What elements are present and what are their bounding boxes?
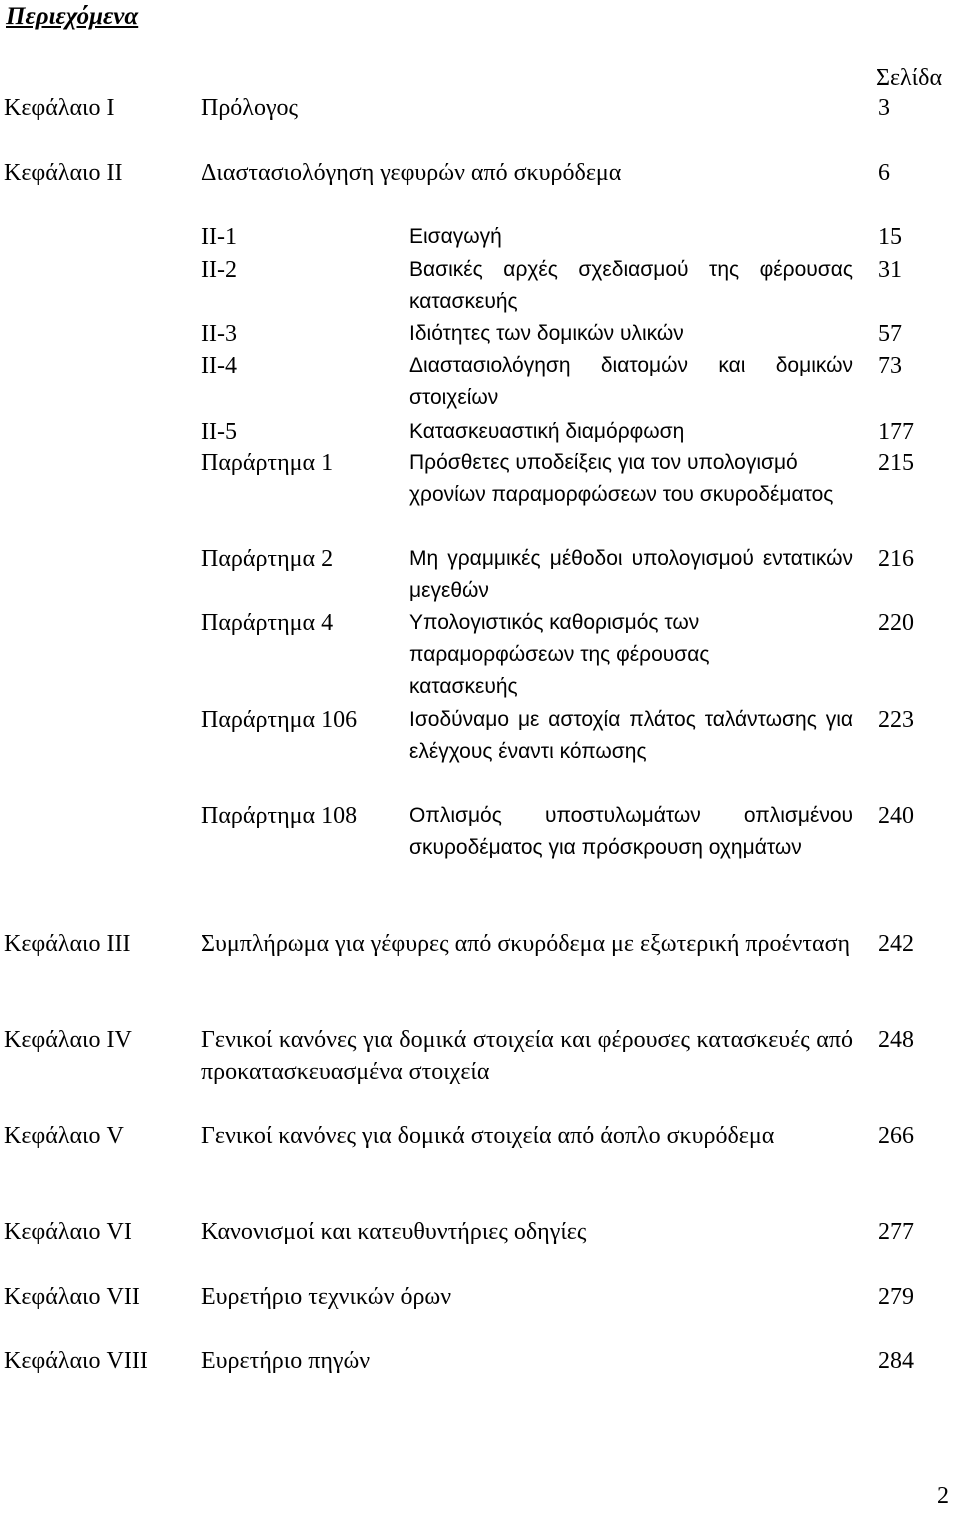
subsection-page: 220	[878, 610, 914, 636]
chapter-page: 277	[878, 1219, 914, 1245]
subsection-label: ΙΙ-2	[201, 257, 237, 283]
chapter-label: Κεφάλαιο VΙ	[4, 1219, 132, 1245]
chapter-title: Πρόλογος	[201, 95, 299, 121]
subsection-page: 215	[878, 450, 914, 476]
chapter-page: 266	[878, 1123, 914, 1149]
subsection-title: Κατασκευαστική διαμόρφωση	[409, 420, 685, 443]
subsection-label: Παράρτημα 4	[201, 610, 334, 636]
chapter-title: Κανονισμοί και κατευθυντήριες οδηγίες	[201, 1219, 587, 1245]
subsection-page: 240	[878, 803, 914, 829]
chapter-page: 6	[878, 160, 890, 186]
subsection-title: Εισαγωγή	[409, 225, 502, 248]
subsection-title: Πρόσθετες υποδείξεις για τον υπολογισμό χρονίων παραμορφώσεων του σκυροδέματος	[409, 451, 834, 506]
chapter-page: 279	[878, 1284, 914, 1310]
chapter-label: Κεφάλαιο VΙΙΙ	[4, 1348, 148, 1374]
page-number: 2	[937, 1483, 949, 1509]
chapter-page: 3	[878, 95, 890, 121]
chapter-title: Διαστασιολόγηση γεφυρών από σκυρόδεμα	[201, 160, 622, 186]
subsection-label: ΙΙ-5	[201, 419, 237, 445]
subsection-page: 57	[878, 321, 902, 347]
subsection-title: Διαστασιολόγηση διατομών και δομικών στοιχείων	[409, 354, 853, 409]
subsection-page: 31	[878, 257, 902, 283]
chapter-title: Γενικοί κανόνες για δομικά στοιχεία και φέρουσες κατασκευές από προκατασκευασμένα στοιχεία	[201, 1027, 853, 1085]
subsection-title: Μη γραμμικές μέθοδοι υπολογισμού εντατικών μεγεθών	[409, 547, 853, 602]
subsection-title: Οπλισμός υποστυλωμάτων οπλισμένου σκυροδέματος για πρόσκρουση οχημάτων	[409, 804, 853, 859]
subsection-page: 15	[878, 224, 902, 250]
subsection-label: ΙΙ-3	[201, 321, 237, 347]
subsection-page: 177	[878, 419, 914, 445]
subsection-label: Παράρτημα 1	[201, 450, 334, 476]
page-title: Περιεχόμενα	[6, 3, 139, 30]
chapter-label: Κεφάλαιο Ι	[4, 95, 115, 121]
subsection-label: Παράρτημα 2	[201, 546, 334, 572]
subsection-title: Ιδιότητες των δομικών υλικών	[409, 322, 684, 345]
chapter-page: 284	[878, 1348, 914, 1374]
chapter-label: Κεφάλαιο ΙV	[4, 1027, 132, 1053]
chapter-title: Συμπλήρωμα για γέφυρες από σκυρόδεμα με εξωτερική προένταση	[201, 931, 851, 957]
subsection-page: 73	[878, 353, 902, 379]
subsection-title: Υπολογιστικός καθορισμός των παραμορφώσεων της φέρουσας κατασκευής	[409, 611, 710, 698]
subsection-label: ΙΙ-4	[201, 353, 237, 379]
chapter-title: Ευρετήριο τεχνικών όρων	[201, 1284, 452, 1310]
subsection-title: Ισοδύναμο με αστοχία πλάτος ταλάντωσης για ελέγχους έναντι κόπωσης	[409, 708, 853, 763]
subsection-label: Παράρτημα 108	[201, 803, 358, 829]
chapter-label: Κεφάλαιο ΙΙΙ	[4, 931, 131, 957]
subsection-page: 223	[878, 707, 914, 733]
chapter-page: 248	[878, 1027, 914, 1053]
subsection-label: ΙΙ-1	[201, 224, 237, 250]
subsection-label: Παράρτημα 106	[201, 707, 358, 733]
page-column-header: Σελίδα	[876, 65, 943, 91]
chapter-label: Κεφάλαιο VΙΙ	[4, 1284, 140, 1310]
chapter-title: Γενικοί κανόνες για δομικά στοιχεία από άοπλο σκυρόδεμα	[201, 1123, 775, 1149]
chapter-title: Ευρετήριο πηγών	[201, 1348, 371, 1374]
subsection-page: 216	[878, 546, 914, 572]
chapter-page: 242	[878, 931, 914, 957]
chapter-label: Κεφάλαιο V	[4, 1123, 124, 1149]
chapter-label: Κεφάλαιο ΙΙ	[4, 160, 123, 186]
subsection-title: Βασικές αρχές σχεδιασμού της φέρουσας κατασκευής	[409, 258, 853, 313]
